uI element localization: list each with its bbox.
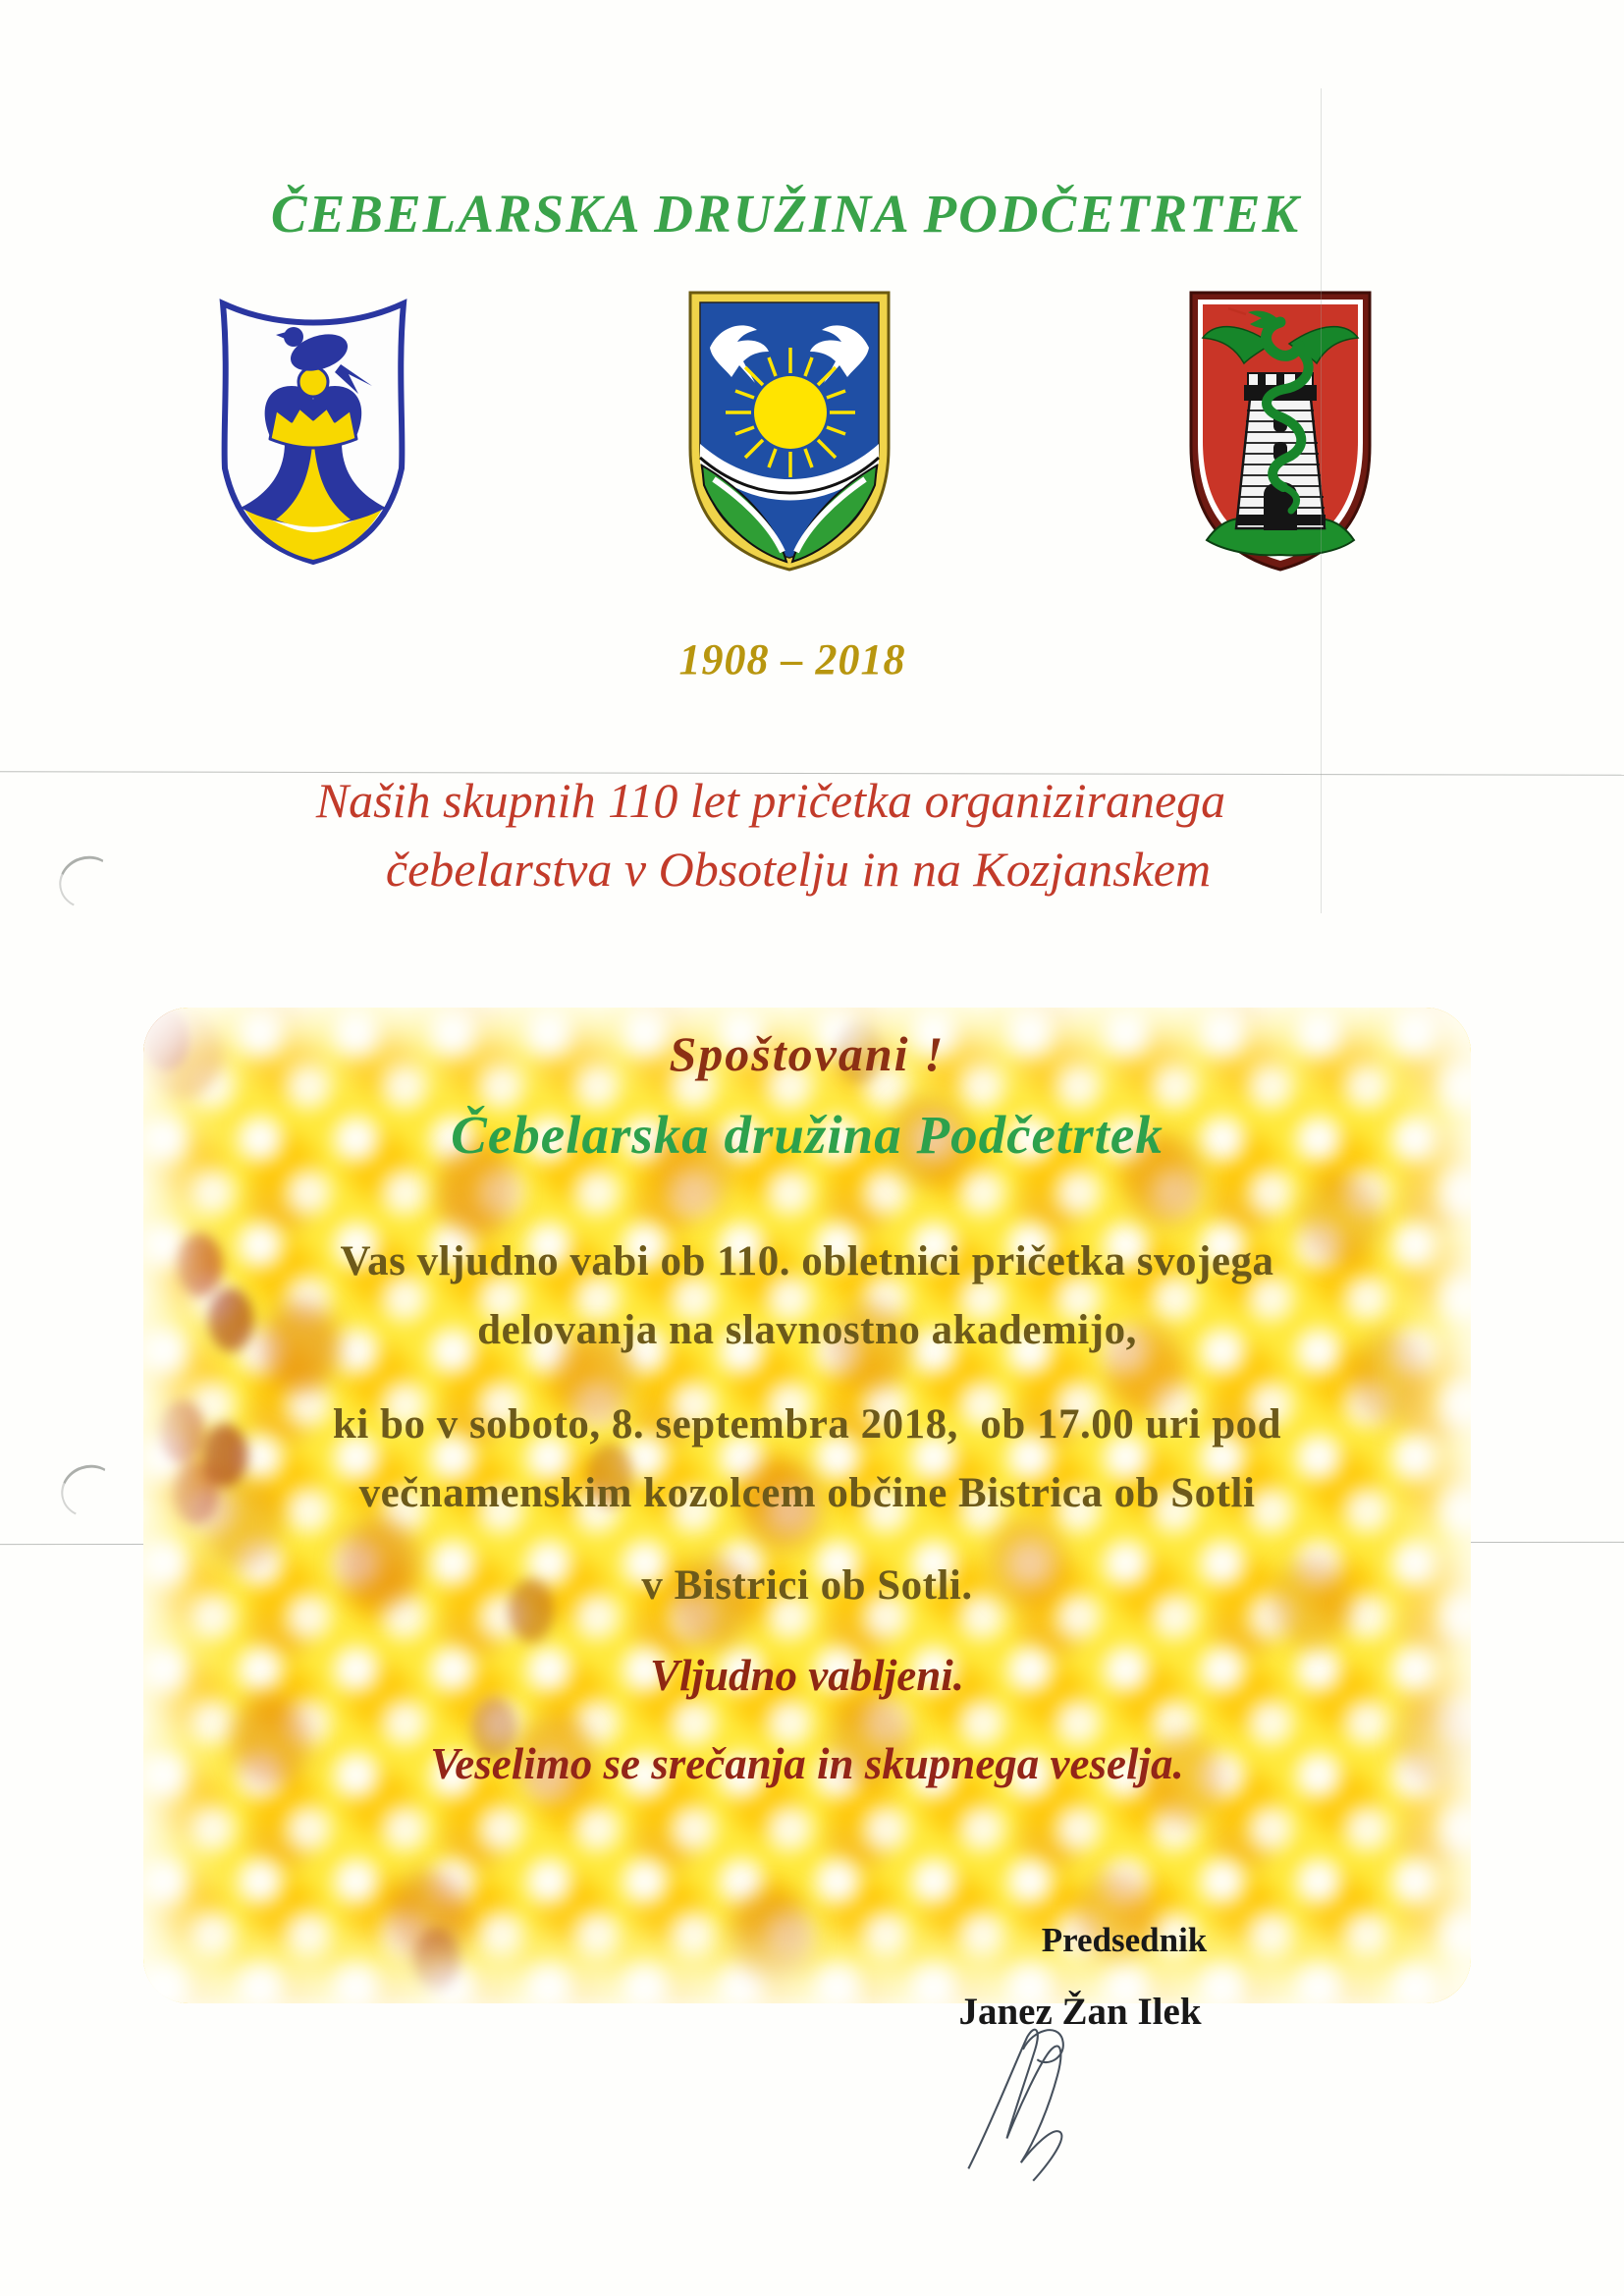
invitation-body-line-5: v Bistrici ob Sotli.: [641, 1562, 973, 1609]
anniversary-years: 1908 – 2018: [678, 635, 906, 683]
punch-hole-mark: [54, 1457, 125, 1524]
signatory-name: Janez Žan Ilek: [958, 1991, 1202, 2033]
invitation-body-line-2: delovanja na slavnostno akademijo,: [477, 1307, 1137, 1353]
subtitle-line-1: Naših skupnih 110 let pričetka organiziranega: [315, 773, 1226, 828]
handwritten-signature-icon: [957, 2019, 1129, 2191]
tower-icon: [1236, 373, 1326, 530]
invitation-body-line-4: večnamenskim kozolcem občine Bistrica ob Sotli: [358, 1470, 1256, 1516]
subtitle-line-2: čebelarstva v Obsotelju in na Kozjanskem: [385, 842, 1212, 897]
closing-line-1: Vljudno vabljeni.: [649, 1651, 965, 1700]
page-title: ČEBELARSKA DRUŽINA PODČETRTEK: [270, 184, 1301, 244]
organization-name: Čebelarska družina Podčetrtek: [451, 1105, 1164, 1165]
kozje-crest-icon: [680, 283, 898, 577]
invitation-body-line-3: ki bo v soboto, 8. septembra 2018, ob 17.00 uri pod: [332, 1401, 1282, 1448]
podcetrtek-crest-icon: [209, 283, 417, 570]
closing-line-2: Veselimo se srečanja in skupnega veselja.: [430, 1739, 1184, 1788]
signatory-role: Predsednik: [1041, 1921, 1208, 1959]
invitation-body-line-1: Vas vljudno vabi ob 110. obletnici pričetka svojega: [340, 1238, 1274, 1285]
bistrica-ob-sotli-crest-icon: [1181, 283, 1380, 577]
salutation-line: Spoštovani !: [669, 1026, 946, 1081]
